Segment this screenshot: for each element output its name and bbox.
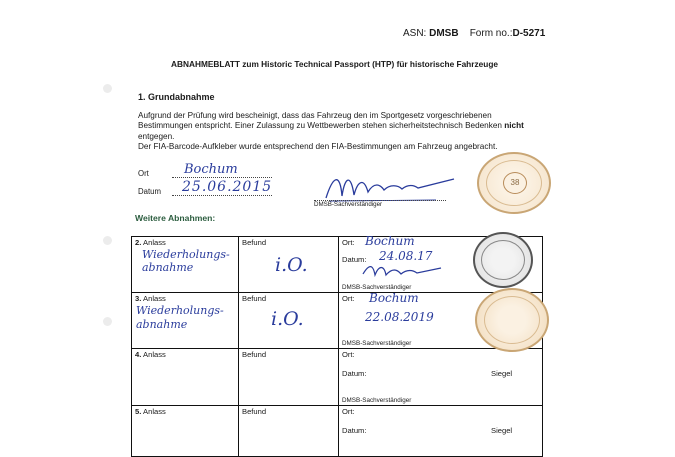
anlass-cell: 4. Anlass bbox=[132, 349, 239, 406]
datum-label: Datum bbox=[138, 187, 161, 196]
befund-cell: Befund bbox=[239, 406, 339, 457]
ort-datum-cell: Ort: Bochum Datum: 24.08.17 DMSB-Sachverständiger bbox=[339, 237, 543, 293]
datum-handwriting: 22.08.2019 bbox=[365, 310, 434, 324]
signature-2 bbox=[359, 262, 449, 282]
siegel-label: Siegel bbox=[491, 369, 513, 378]
form-header bbox=[403, 28, 545, 39]
anlass-cell: 2. Anlass Wiederholungs-abnahme bbox=[132, 237, 239, 293]
befund-cell: Befund i.O. bbox=[239, 293, 339, 349]
binder-hole bbox=[103, 84, 112, 93]
datum-line bbox=[172, 195, 272, 196]
siegel-label: Siegel bbox=[491, 426, 513, 435]
ort-value: Bochum bbox=[184, 162, 238, 177]
binder-hole bbox=[103, 236, 112, 245]
table-row bbox=[132, 349, 543, 406]
seal-number: 38 bbox=[503, 172, 527, 194]
official-seal bbox=[477, 152, 551, 214]
datum-value: 25.06.2015 bbox=[182, 179, 273, 195]
ort-label: Ort bbox=[138, 169, 149, 178]
ort-handwriting: Bochum bbox=[365, 234, 415, 248]
befund-cell: Befund i.O. bbox=[239, 237, 339, 293]
binder-hole bbox=[103, 317, 112, 326]
signer-label: DMSB-Sachverständiger bbox=[342, 340, 412, 347]
ort-line bbox=[172, 177, 272, 178]
ort-datum-cell: Ort: Bochum 22.08.2019 DMSB-Sachverständiger bbox=[339, 293, 543, 349]
asn-value: DMSB bbox=[429, 28, 459, 39]
ort-datum-cell: Ort: Datum: Siegel bbox=[339, 406, 543, 457]
form-value: D-5271 bbox=[512, 28, 546, 39]
asn-label: ASN: bbox=[403, 28, 427, 39]
datum-handwriting: 24.08.17 bbox=[379, 249, 433, 263]
form-label: Form no.: bbox=[469, 28, 513, 39]
seal-row2 bbox=[473, 232, 533, 288]
befund-cell: Befund bbox=[239, 349, 339, 406]
signer-label: DMSB-Sachverständiger bbox=[342, 397, 412, 404]
anlass-handwriting: Wiederholungs-abnahme bbox=[136, 304, 224, 331]
table-row bbox=[132, 406, 543, 457]
befund-handwriting: i.O. bbox=[275, 254, 308, 276]
anlass-cell: 3. Anlass Wiederholungs-abnahme bbox=[132, 293, 239, 349]
anlass-cell: 5. Anlass bbox=[132, 406, 239, 457]
anlass-handwriting: Wiederholungs-abnahme bbox=[142, 248, 230, 274]
document-title: ABNAHMEBLATT zum Historic Technical Passport (HTP) für historische Fahrzeuge bbox=[171, 59, 498, 69]
ort-datum-cell: Ort: Datum: DMSB-Sachverständiger Siegel bbox=[339, 349, 543, 406]
weitere-heading: Weitere Abnahmen: bbox=[135, 213, 216, 223]
befund-handwriting: i.O. bbox=[271, 308, 304, 330]
section1-heading: 1. Grundabnahme bbox=[138, 92, 215, 102]
seal-row3 bbox=[475, 288, 549, 352]
section1-paragraph: Aufgrund der Prüfung wird bescheinigt, dass das Fahrzeug den im Sportgesetz vorgeschriebenen Bestimmungen entspricht. Einer Zulassung zu Wettbewerben stehen sicherheitstechnisch Bedenken nicht entgegen. Der FIA-Barcode-Aufkleber wurde entsprechend den FIA-Bestimmungen am Fahrzeug angebracht. bbox=[138, 111, 524, 152]
ort-handwriting: Bochum bbox=[369, 291, 419, 305]
signer-label-1: DMSB-Sachverständiger bbox=[314, 201, 383, 208]
signer-label: DMSB-Sachverständiger bbox=[342, 284, 412, 291]
